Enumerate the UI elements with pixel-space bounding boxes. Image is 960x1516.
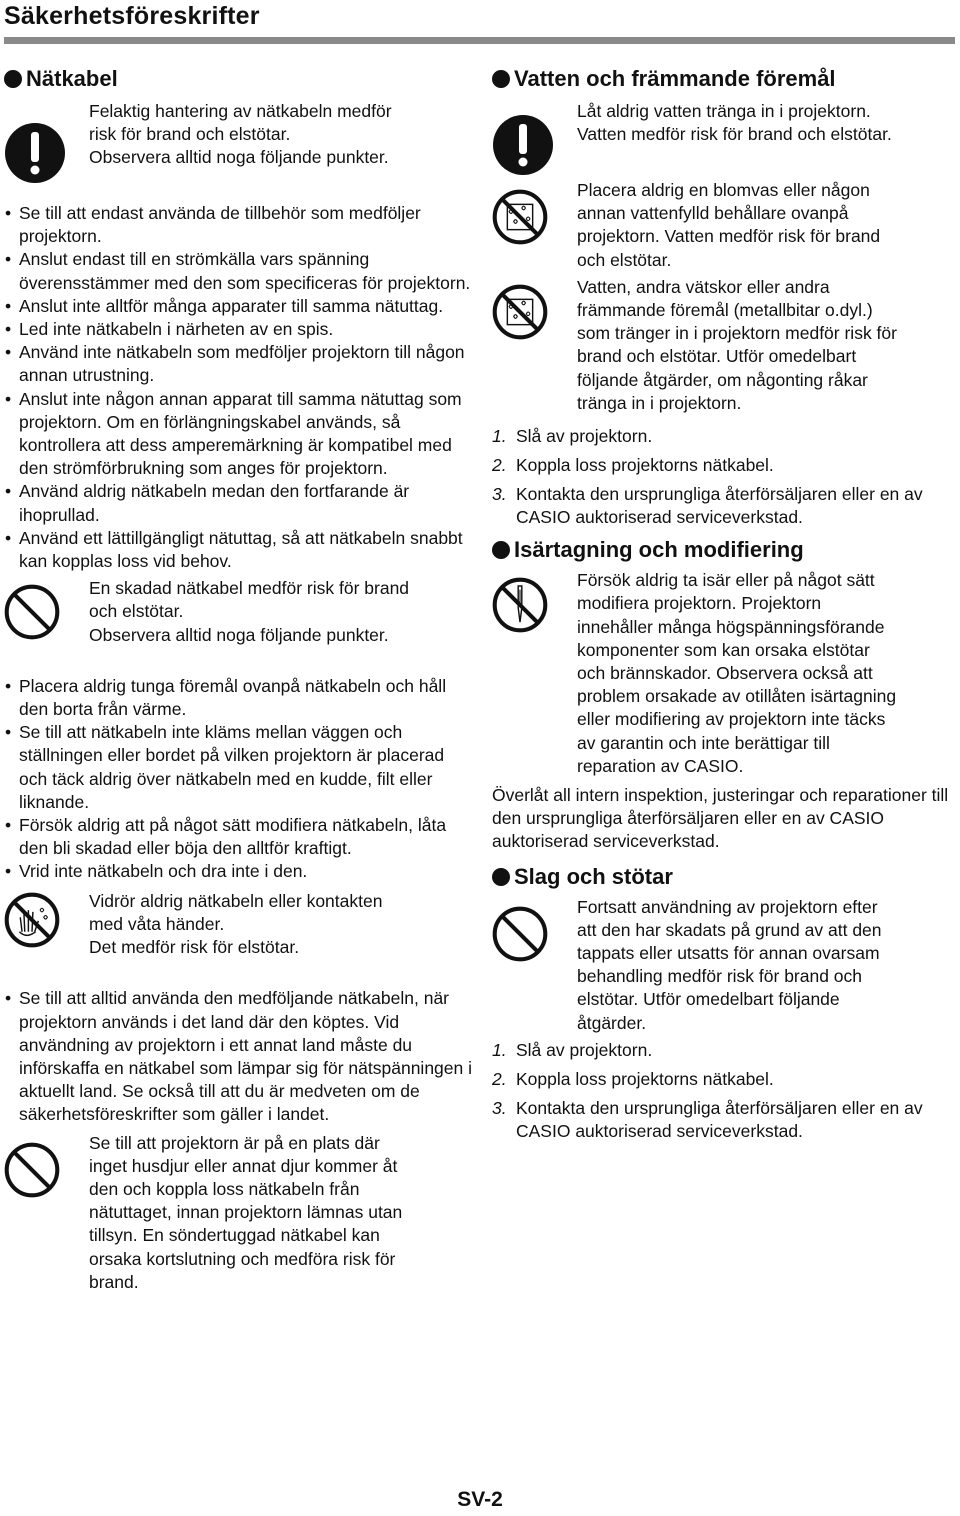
text-line: problem orsakade av otillåten isärtagning [577,686,897,707]
text-line: Observera alltid noga följande punkter. [89,624,389,645]
text-line: och elstötar. [89,601,184,622]
impact-text [577,896,954,1035]
section-heading-vatten [492,64,954,94]
text-line: och brännskador. Observera också att [577,663,873,684]
step-number: 1. [492,1039,507,1060]
text-line: innehåller många högspänningsförande [577,616,885,637]
list-item: • Anslut inte någon annan apparat till samma nätuttag som projektorn. Om en förlängningskabel används, så kontrollera att dess amperemärkning är kompatibel med den strömförbrukning som anges för projektorn. [4,388,474,481]
section-title: Slag och stötar [514,863,673,889]
text-line: brand och elstötar. Utför omedelbart [577,346,857,367]
bullet-dot-icon [492,541,510,559]
list-item [492,483,954,529]
text-line: nätuttaget, innan projektorn lämnas utan [89,1202,403,1223]
page-title: Säkerhetsföreskrifter [4,2,260,30]
text-line: Felaktig hantering av nätkabeln medför [89,101,392,121]
text-line: orsaka kortslutning och medföra risk för [89,1248,396,1269]
wet-hands-text [89,890,474,960]
list-item: • Vrid inte nätkabeln och dra inte i den. [4,860,474,883]
foreign-objects-block [492,276,954,415]
text-line: inget husdjur eller annat djur kommer åt [89,1155,398,1176]
list-item [492,1039,954,1062]
warning-text [577,100,954,176]
text-line: behandling medför risk för brand och [577,966,863,987]
text-line: följande åtgärder, om någonting råkar [577,369,868,390]
bullet-list [4,987,474,1126]
text-line: Låt aldrig vatten tränga in i projektorn. [577,101,871,121]
impact-block [492,896,954,1035]
prohibition-block [4,577,474,647]
disassembly-text [577,569,954,778]
text-line: projektorn. Vatten medför risk för brand [577,226,881,247]
section-title: Vatten och främmande föremål [514,66,836,91]
section-title: Nätkabel [26,66,118,91]
text-line: komponenter som kan orsaka elstötar [577,639,870,660]
text-line: åtgärder. [577,1012,647,1033]
text-line: tillsyn. En söndertuggad nätkabel kan [89,1225,380,1246]
text-line: och elstötar. [577,249,672,270]
list-item: • Placera aldrig tunga föremål ovanpå nätkabeln och håll den borta från värme. [4,675,474,721]
section-heading-natkabel [4,64,474,94]
warning-icon [492,100,577,176]
text-line: tappats eller utsatts för annan ovarsam [577,943,880,964]
left-column [4,64,474,1294]
step-number: 2. [492,455,507,476]
section-heading-slag [492,862,954,892]
text-line: reparation av CASIO. [577,755,744,776]
text-line: Försök aldrig ta isär eller på något sätt [577,570,875,591]
section-title: Isärtagning och modifiering [514,537,804,563]
list-item: • Försök aldrig att på något sätt modifiera nätkabeln, låta den bli skadad eller böja den alltför kraftigt. [4,814,474,860]
step-text: Slå av projektorn. [516,1039,653,1060]
list-item: • Anslut endast till en strömkälla vars spänning överensstämmer med den som specificeras för projektorn. [4,248,474,294]
list-item [492,1068,954,1091]
pet-block [4,1132,474,1294]
list-item [492,425,954,448]
list-item: • Använd aldrig nätkabeln medan den fortfarande är ihoprullad. [4,480,474,526]
section-heading-isartagning [492,535,954,565]
step-text: Kontakta den ursprungliga återförsäljaren eller en av CASIO auktoriserad serviceverkstad. [516,1097,923,1142]
pet-text [89,1132,474,1294]
disassembly-block [492,569,954,778]
bullet-dot-icon [492,70,510,88]
warning-block [492,100,954,176]
prohibition-circle-icon [4,1132,89,1294]
foreign-objects-text [577,276,954,415]
text-line: En skadad nätkabel medför risk för brand [89,578,410,599]
right-column [492,64,954,1149]
text-line: brand. [89,1271,139,1292]
title-divider [4,37,955,44]
text-line: som tränger in i projektorn medför risk för [577,323,897,344]
text-line: Det medför risk för elstötar. [89,937,300,958]
vase-block [492,179,954,272]
step-text: Kontakta den ursprungliga återförsäljaren eller en av CASIO auktoriserad serviceverkstad. [516,484,923,528]
list-item [492,454,954,477]
service-paragraph: Överlåt all intern inspektion, justeringar och reparationer till den ursprungliga återförsäljaren eller en av CASIO auktoriserad serviceverkstad. [492,785,949,852]
list-item [492,1097,954,1143]
no-disassembly-icon [492,569,577,778]
bullet-list [4,202,474,573]
text-line: Vidrör aldrig nätkabeln eller kontakten [89,890,383,911]
bullet-list [4,675,474,884]
text-line: risk för brand och elstötar. [89,124,291,145]
text-line: Vatten, andra vätskor eller andra [577,276,830,297]
wet-hands-block [4,890,474,960]
text-line: tränga in i projektorn. [577,392,742,413]
text-line: att den har skadats på grund av att den [577,919,882,940]
prohibition-text [89,577,474,647]
step-text: Koppla loss projektorns nätkabel. [516,455,774,476]
step-text: Koppla loss projektorns nätkabel. [516,1068,774,1089]
text-line: modifiera projektorn. Projektorn [577,593,822,614]
text-line: Observera alltid noga följande punkter. [89,147,389,168]
warning-block [4,100,474,184]
list-item: • Anslut inte alltför många apparater till samma nätuttag. [4,295,474,318]
text-line: med våta händer. [89,913,225,934]
steps-list [492,425,954,529]
page-number: SV-2 [457,1488,503,1511]
warning-icon [4,100,89,184]
step-number: 2. [492,1068,507,1089]
text-line: annan vattenfylld behållare ovanpå [577,203,849,224]
text-line: främmande föremål (metallbitar o.dyl.) [577,300,873,321]
step-number: 3. [492,484,507,505]
list-item: • Använd inte nätkabeln som medföljer projektorn till någon annan utrustning. [4,341,474,387]
text-line: Vatten medför risk för brand och elstötar. [577,124,892,145]
text-line: elstötar. Utför omedelbart följande [577,989,840,1010]
warning-text [89,100,474,184]
text-line: den och koppla loss nätkabeln från [89,1178,360,1199]
prohibition-circle-icon [492,896,577,1035]
bullet-dot-icon [492,868,510,886]
vase-text [577,179,954,272]
text-line: Placera aldrig en blomvas eller någon [577,180,870,200]
text-line: eller modifiering av projektorn inte täcks [577,709,886,730]
prohibition-circle-icon [4,577,89,647]
step-number: 1. [492,426,507,447]
bullet-dot-icon [4,70,22,88]
step-number: 3. [492,1097,507,1118]
text-line: Se till att projektorn är på en plats där [89,1132,380,1153]
list-item: • Använd ett lättillgängligt nätuttag, så att nätkabeln snabbt kan kopplas loss vid behov. [4,527,474,573]
text-line: Fortsatt användning av projektorn efter [577,896,878,917]
no-wet-hands-icon [4,890,89,960]
list-item: • Led inte nätkabeln i närheten av en spis. [4,318,474,341]
list-item: • Se till att alltid använda den medföljande nätkabeln, när projektorn används i det land där den köptes. Vid användning av projektorn i ett annat land måste du införskaffa en nätkabel som lämpar sig för nätspänningen i aktuellt land. Se också till att du är medveten om de säkerhetsföreskrifter som gäller i landet. [4,987,474,1126]
no-water-vase-icon [492,179,577,272]
list-item: • Se till att endast använda de tillbehör som medföljer projektorn. [4,202,474,248]
text-line: av garantin och inte berättigar till [577,732,830,753]
step-text: Slå av projektorn. [516,426,653,447]
steps-list [492,1039,954,1143]
no-water-vase-icon [492,276,577,415]
list-item: • Se till att nätkabeln inte kläms mellan väggen och ställningen eller bordet på vilken projektorn är placerad och täck aldrig över nätkabeln med en kudde, filt eller liknande. [4,721,474,814]
